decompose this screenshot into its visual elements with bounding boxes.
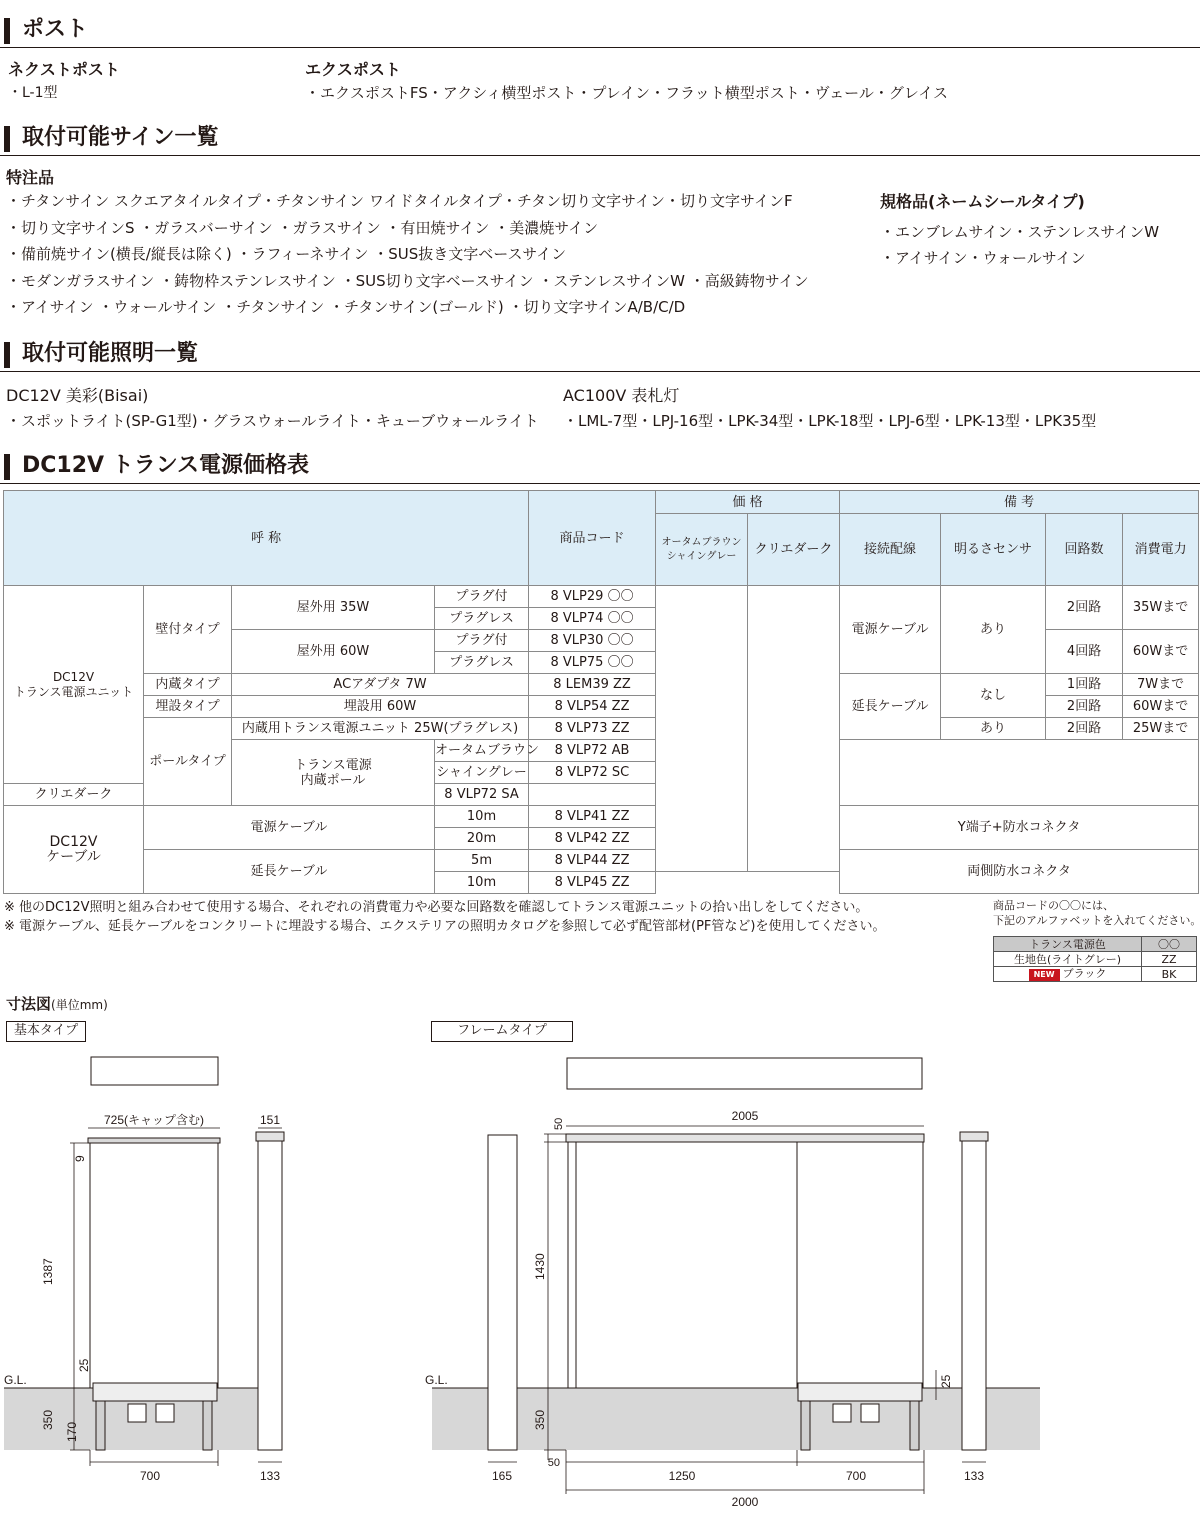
basic-pole [258,1140,282,1450]
pole-type: ポールタイプ [144,718,232,806]
plug-type: プラグ付 [435,586,529,608]
standard-title: 規格品(ネームシールタイプ) [880,192,1085,211]
section-bar [4,454,10,480]
dim-170: 170 [65,1421,79,1442]
basic-pole-cap [256,1132,284,1141]
cc-header-left: トランス電源色 [994,937,1142,952]
header-price: 価 格 [656,491,840,514]
basic-base [93,1383,217,1401]
dim-1250: 1250 [668,1469,696,1483]
dimension-drawing [0,1040,1200,1518]
header-circuits: 回路数 [1046,514,1123,586]
wiring-power-cable: 電源ケーブル [840,586,941,674]
basic-leg [96,1401,105,1450]
product-code: 8 VLP29 〇〇 [529,586,656,608]
frame-pole-cap [960,1132,988,1141]
dim-1387: 1387 [41,1258,55,1285]
header-price-crea: クリエダーク [748,514,840,586]
section-title: DC12V トランス電源価格表 [22,453,310,478]
dim-9: 9 [73,1155,87,1162]
dim-1430: 1430 [533,1253,547,1280]
product-code: 8 VLP74 〇〇 [529,608,656,630]
section-signs-header [0,122,1200,156]
dim-50-bottom: 50 [547,1457,560,1469]
circuits: 2回路 [1046,696,1123,718]
product-code: 8 LEM39 ZZ [529,674,656,696]
special-line: ・切り文字サインS ・ガラスバーサイン ・ガラスサイン ・有田焼サイン ・美濃焼サイン [6,219,599,237]
dim-50-top: 50 [553,1117,565,1130]
cable-length: 5m [435,850,529,872]
dc-light-items: ・スポットライト(SP-G1型)・グラスウォールライト・キューブウォールライト [6,412,539,430]
cc-row-left [994,967,1142,982]
dim-25: 25 [77,1358,91,1372]
header-code: 商品コード [529,491,656,586]
x-post-items: ・エクスポストFS・アクシィ横型ポスト・プレイン・フラット横型ポスト・ヴェール・グレイス [305,84,948,102]
builtin-unit: 内蔵用トランス電源ユニット 25W(プラグレス) [232,718,529,740]
circuits: 4回路 [1046,630,1123,674]
product-code: 8 VLP75 〇〇 [529,652,656,674]
price-autumn-shine-col [656,586,748,872]
power-cable: 電源ケーブル [144,806,435,850]
outdoor-35w: 屋外用 35W [232,586,435,630]
section-title: 取付可能照明一覧 [22,341,199,366]
special-line: ・モダンガラスサイン ・鋳物枠ステンレスサイン ・SUS切り文字ベースサイン ・ステンレスサインW ・高級鋳物サイン [6,272,809,290]
sensor-yes: あり [941,718,1046,740]
pole-label: トランス電源 [294,757,372,773]
dim-725: 725(キャップ含む) [103,1113,205,1127]
ext-cable: 延長ケーブル [144,850,435,894]
section-post-header [0,14,1200,48]
standard-line: ・アイサイン・ウォールサイン [880,249,1086,267]
plug-type: プラグレス [435,652,529,674]
frame-base [798,1383,922,1401]
power: 35Wまで [1123,586,1199,630]
cable-length: 10m [435,806,529,828]
cc-row-right: BK [1142,967,1197,982]
product-code: 8 VLP72 AB [529,740,656,762]
buried-type: 埋設タイプ [144,696,232,718]
header-wiring: 接続配線 [840,514,941,586]
pole-label: 内蔵ポール [300,772,366,788]
basic-type-tag: 基本タイプ [6,1021,86,1042]
note-line: ※ 電源ケーブル、延長ケーブルをコンクリートに埋設する場合、エクステリアの照明カタログを参照して必ず配管部材(PF管など)を使用してください。 [4,919,886,934]
basic-box [128,1404,146,1422]
frame-leg [801,1401,810,1450]
dim-151: 151 [259,1113,281,1127]
wall-type: 壁付タイプ [144,586,232,674]
gl-label: G.L. [425,1373,448,1387]
frame-type-tag: フレームタイプ [431,1021,573,1042]
color-code-table [993,936,1197,982]
section-title: 取付可能サイン一覧 [22,125,219,150]
note-line: ※ 他のDC12V照明と組み合わせて使用する場合、それぞれの消費電力や必要な回路数を確認してトランス電源ユニットの拾い出しをしてください。 [4,900,869,915]
dimension-unit: (単位mm) [51,998,108,1012]
section-price-header [0,450,1200,484]
dim-350: 350 [533,1409,547,1430]
product-code: 8 VLP73 ZZ [529,718,656,740]
header-price-shine: シャイングレー [666,550,737,562]
section-lights-header [0,338,1200,372]
ac-light-items: ・LML-7型・LPJ-16型・LPK-34型・LPK-18型・LPJ-6型・LPK-13型・LPK35型 [563,412,1097,430]
product-code: 8 VLP72 SA [435,784,529,806]
special-title: 特注品 [6,168,55,187]
color-code-note: 下記のアルファベットを入れてください。 [993,914,1201,927]
dim-25: 25 [939,1374,953,1388]
pole-color: クリエダーク [4,784,144,806]
pole-remarks-empty [840,740,1199,806]
group-label: DC12V [49,833,98,850]
dimension-title-text: 寸法図 [6,995,52,1013]
frame-leg [910,1401,919,1450]
circuits: 1回路 [1046,674,1123,696]
dim-2000: 2000 [731,1495,759,1509]
price-crea-col [748,586,840,872]
ac-light-title: AC100V 表札灯 [563,386,680,405]
price-table [3,490,1199,894]
pole-color: シャイングレー [435,762,529,784]
product-code: 8 VLP30 〇〇 [529,630,656,652]
product-code: 8 VLP45 ZZ [529,872,656,894]
frame-body [797,1142,923,1388]
builtin-type: 内蔵タイプ [144,674,232,696]
product-code: 8 VLP41 ZZ [529,806,656,828]
product-code: 8 VLP54 ZZ [529,696,656,718]
plug-type: プラグ付 [435,630,529,652]
basic-leg [203,1401,212,1450]
ac-adapter: ACアダプタ 7W [232,674,529,696]
group-label: トランス電源ユニット [13,684,134,699]
ground-frame [432,1388,1040,1450]
frame-column [568,1142,576,1388]
power: 60Wまで [1123,630,1199,674]
header-price-autumn-shine [656,514,748,586]
next-post-items: ・L-1型 [8,85,58,101]
cable-length: 10m [435,872,529,894]
dim-133: 133 [259,1469,281,1483]
color-code-note: 商品コードの〇〇には、 [993,899,1114,912]
group-label: DC12V [52,669,95,684]
outdoor-60w: 屋外用 60W [232,630,435,674]
cc-row-right: ZZ [1142,952,1197,967]
buried-60w: 埋設用 60W [232,696,529,718]
group-cable [4,806,144,894]
group-label: ケーブル [46,848,101,865]
dim-133: 133 [963,1469,985,1483]
power: 60Wまで [1123,696,1199,718]
circuits: 2回路 [1046,586,1123,630]
pole-color: オータムブラウン [435,740,529,762]
plug-type: プラグレス [435,608,529,630]
dc-light-title: DC12V 美彩(Bisai) [6,386,149,405]
section-bar [4,18,10,44]
frame-label-box [567,1058,922,1089]
section-title: ポスト [22,17,89,42]
dim-350: 350 [41,1409,55,1430]
dim-700: 700 [139,1469,161,1483]
dim-2005: 2005 [731,1109,759,1123]
next-post-title: ネクストポスト [8,60,120,79]
cc-header-right: 〇〇 [1142,937,1197,952]
special-line: ・備前焼サイン(横長/縦長は除く) ・ラフィーネサイン ・SUS抜き文字ベースサイン [6,245,567,263]
product-code: 8 VLP44 ZZ [529,850,656,872]
x-post-title: エクスポスト [305,60,401,79]
dimension-title [6,994,108,1015]
section-bar [4,342,10,368]
header-remarks: 備 考 [840,491,1199,514]
standard-line: ・エンブレムサイン・ステンレスサインW [880,223,1160,241]
cable-length: 20m [435,828,529,850]
basic-label-box [91,1057,218,1085]
pole-builtin [232,740,435,806]
power: 7Wまで [1123,674,1199,696]
frame-pole [962,1140,986,1450]
cc-row-label: ブラック [1062,967,1107,980]
new-badge: NEW [1029,969,1060,981]
circuits: 2回路 [1046,718,1123,740]
frame-post-left [488,1135,517,1450]
frame-box [861,1404,879,1422]
product-code: 8 VLP42 ZZ [529,828,656,850]
product-code: 8 VLP72 SC [529,762,656,784]
section-bar [4,126,10,152]
remark-power-cable: Y端子+防水コネクタ [840,806,1199,850]
basic-body [90,1140,218,1388]
group-trans-unit [4,586,144,784]
special-line: ・チタンサイン スクエアタイルタイプ・チタンサイン ワイドタイルタイプ・チタン切り文字サイン・切り文字サインF [6,192,793,210]
frame-box [833,1404,851,1422]
header-sensor: 明るさセンサ [941,514,1046,586]
header-power: 消費電力 [1123,514,1199,586]
sensor-no: なし [941,674,1046,718]
cc-row-left: 生地色(ライトグレー) [994,952,1142,967]
remark-ext-cable: 両側防水コネクタ [840,850,1199,894]
special-line: ・アイサイン ・ウォールサイン ・チタンサイン ・チタンサイン(ゴールド) ・切り文字サインA/B/C/D [6,298,686,316]
gl-label: G.L. [4,1373,27,1387]
header-name: 呼 称 [4,491,529,586]
dim-165: 165 [491,1469,513,1483]
power: 25Wまで [1123,718,1199,740]
frame-beam [566,1134,924,1142]
basic-box [156,1404,174,1422]
basic-cap [88,1138,220,1143]
sensor-yes: あり [941,586,1046,674]
header-price-autumn: オータムブラウン [661,536,742,548]
wiring-ext-cable: 延長ケーブル [840,674,941,740]
dim-700: 700 [845,1469,867,1483]
